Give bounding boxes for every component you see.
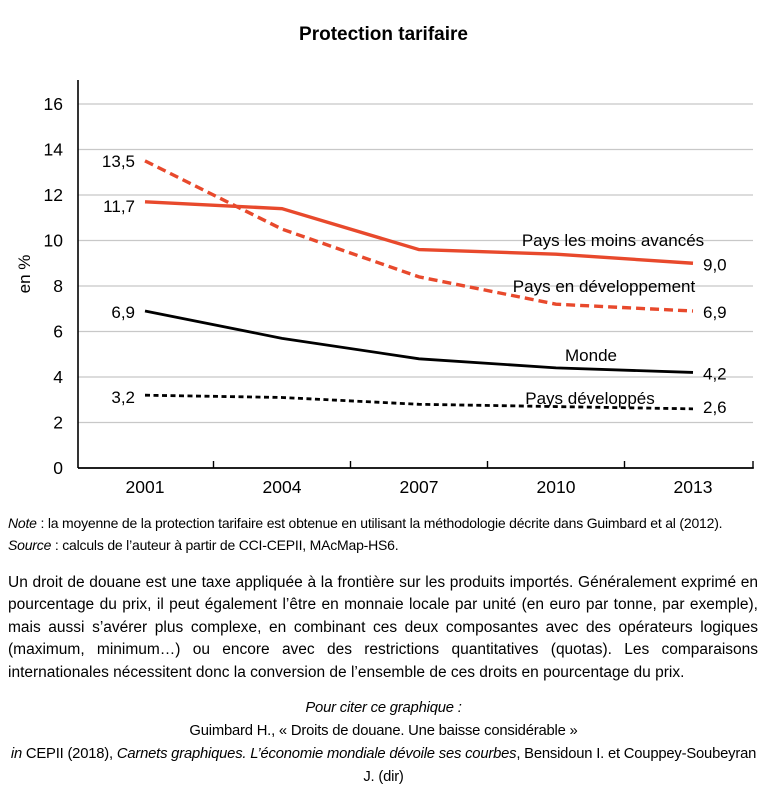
series-label: Monde <box>565 346 617 365</box>
y-tick-label: 12 <box>43 185 63 205</box>
first-value-label: 6,9 <box>111 303 135 323</box>
y-tick-label: 0 <box>53 458 63 478</box>
last-value-label: 6,9 <box>703 303 727 323</box>
x-tick-label: 2013 <box>673 477 713 497</box>
y-tick-label: 4 <box>53 367 63 387</box>
source-label: Source <box>8 537 52 553</box>
y-tick-label: 2 <box>53 412 63 433</box>
first-value-label: 13,5 <box>101 151 135 171</box>
citation-post: , Bensidoun I. et Couppey-Soubeyran J. (dir) <box>363 746 757 785</box>
chart-note <box>8 512 758 534</box>
first-value-label: 11,7 <box>103 196 135 216</box>
y-tick-label: 10 <box>43 230 63 251</box>
citation-block <box>5 697 762 787</box>
citation-book-title: Carnets graphiques. L’économie mondiale dévoile ses courbes <box>116 746 517 762</box>
y-tick-label: 8 <box>53 276 63 296</box>
note-text: : la moyenne de la protection tarifaire est obtenue en utilisant la méthodologie décrite dans Guimbard et al (2012). <box>36 515 723 531</box>
x-tick-label: 2010 <box>536 477 576 497</box>
series-label: Pays développés <box>525 389 655 408</box>
first-value-label: 3,2 <box>111 388 135 408</box>
series-label: Pays en développement <box>512 277 696 296</box>
citation-in: in <box>10 746 22 762</box>
note-label: Note <box>8 515 37 531</box>
citation-line2 <box>5 743 762 787</box>
y-tick-label: 16 <box>43 94 63 114</box>
citation-pre: CEPII (2018), <box>21 746 117 762</box>
body-paragraph: Un droit de douane est une taxe appliquée à la frontière sur les produits importés. Généralement exprimé en pourcentage du prix, il peut également l’être en monnaie locale par unité (en euro par tonne, par exemple), mais aussi s’avérer plus complexe, en combinant ces deux composantes avec des opérateurs logiques (maximum, minimum…) ou encore avec des restrictions quantitatives (quotas). Les comparaisons internationales nécessitent donc la conversion de l’ensemble de ces droits en pourcentage du prix. <box>8 574 758 681</box>
chart-title: Protection tarifaire <box>299 24 468 45</box>
citation-line1: Guimbard H., « Droits de douane. Une baisse considérable » <box>189 723 578 739</box>
x-tick-label: 2007 <box>399 477 439 497</box>
y-axis-label: en % <box>15 254 34 294</box>
chart-source <box>8 534 758 556</box>
note-source-block <box>8 512 758 556</box>
last-value-label: 2,6 <box>703 397 727 417</box>
last-value-label: 9,0 <box>703 255 727 275</box>
series-label: Pays les moins avancés <box>521 231 705 250</box>
x-tick-label: 2004 <box>262 477 302 497</box>
source-text: : calculs de l’auteur à partir de CCI-CEPII, MAcMap-HS6. <box>51 537 399 553</box>
last-value-label: 4,2 <box>703 364 727 384</box>
y-tick-label: 14 <box>43 139 63 160</box>
x-tick-label: 2001 <box>125 477 165 497</box>
y-tick-label: 6 <box>53 321 63 342</box>
citation-heading: Pour citer ce graphique : <box>305 700 462 716</box>
